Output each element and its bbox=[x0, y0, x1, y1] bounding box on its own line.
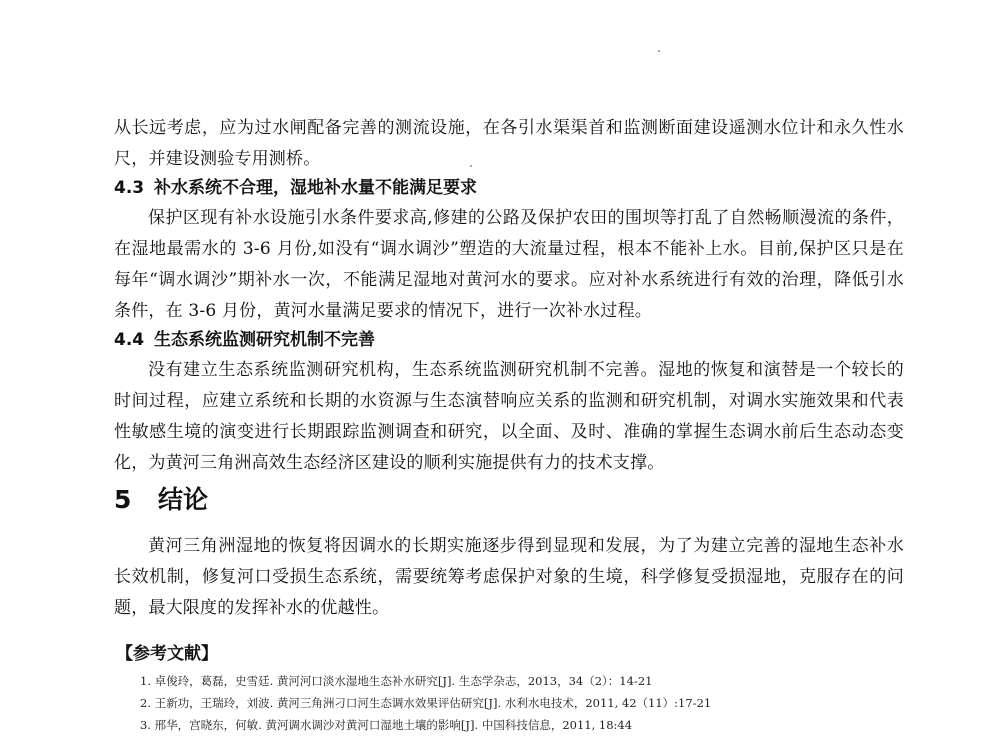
section-4-4-heading bbox=[114, 328, 375, 352]
reference-item-2: 2. 王新功，王瑞玲，刘波. 黄河三角洲刁口河生态调水效果评估研究[J]. 水利水电技术，2011, 42（11）:17-21 bbox=[140, 696, 712, 710]
section-5-heading bbox=[114, 484, 208, 516]
section-5-body: 黄河三角洲湿地的恢复将因调水的长期实施逐步得到显现和发展，为了为建立完善的湿地生态补水长效机制，修复河口受损生态系统，需要统筹考虑保护对象的生境，科学修复受损湿地，克服存在的问题，最大限度的发挥补水的优越性。 bbox=[114, 536, 904, 618]
reference-item-1: 1. 卓俊玲，葛磊，史雪廷. 黄河河口淡水湿地生态补水研究[J]. 生态学杂志，2013，34（2）：14-21 bbox=[140, 674, 653, 688]
reference-item-3: 3. 邢华，宫晓东，何敏. 黄河调水调沙对黄河口湿地土壤的影响[J]. 中国科技信息，2011, 18:44 bbox=[140, 718, 633, 732]
section-4-3-title: 补水系统不合理，湿地补水量不能满足要求 bbox=[154, 178, 477, 198]
continuation-paragraph: 从长远考虑，应为过水闸配备完善的测流设施，在各引水渠渠首和监测断面建设遥测水位计和永久性水尺，并建设测验专用测桥。 bbox=[114, 118, 904, 169]
section-4-4-title: 生态系统监测研究机制不完善 bbox=[154, 330, 375, 350]
section-4-3-heading bbox=[114, 176, 477, 200]
section-5-number: 5 bbox=[114, 485, 132, 514]
references-list bbox=[140, 670, 711, 736]
section-4-3-body: 保护区现有补水设施引水条件要求高,修建的公路及保护农田的围坝等打乱了自然畅顺漫流的条件，在湿地最需水的 3-6 月份,如没有“调水调沙”塑造的大流量过程，根本不能补上水。目前,保护区只是在每年“调水调沙”期补水一次，不能满足湿地对黄河水的要求。应对补水系统进行有效的治理，降低引水条件，在 3-6 月份，黄河水量满足要求的情况下，进行一次补水过程。 bbox=[114, 208, 904, 321]
section-4-4-number: 4.4 bbox=[114, 330, 145, 350]
section-5-title: 结论 bbox=[158, 485, 209, 514]
references-title: 【参考文献】 bbox=[116, 644, 218, 664]
scan-speck bbox=[470, 165, 472, 167]
section-4-3-number: 4.3 bbox=[114, 178, 145, 198]
section-4-4-body: 没有建立生态系统监测研究机构，生态系统监测研究机制不完善。湿地的恢复和演替是一个较长的时间过程，应建立系统和长期的水资源与生态演替响应关系的监测和研究机制，对调水实施效果和代表性敏感生境的演变进行长期跟踪监测调查和研究，以全面、及时、准确的掌握生态调水前后生态动态变化，为黄河三角洲高效生态经济区建设的顺利实施提供有力的技术支撑。 bbox=[114, 360, 904, 473]
scan-speck bbox=[658, 50, 660, 52]
